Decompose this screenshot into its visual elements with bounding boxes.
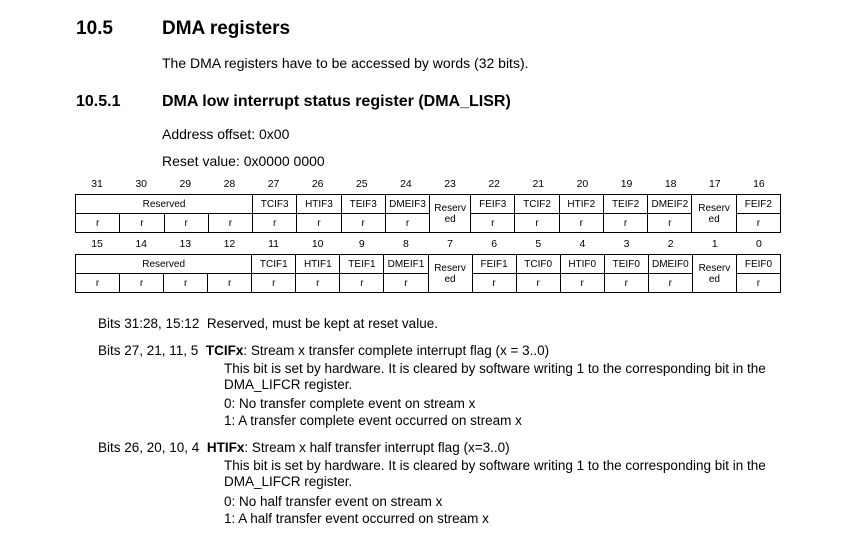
bit-number: 27 xyxy=(267,178,280,190)
access-cell: r xyxy=(471,214,515,233)
field-summary: : Stream x half transfer interrupt flag (x=3..0) xyxy=(244,440,510,455)
lower-bit-numbers xyxy=(75,238,781,252)
bit-number: 2 xyxy=(667,238,674,250)
access-cell: r xyxy=(648,214,692,233)
access-cell: r xyxy=(472,274,516,293)
bit-number: 22 xyxy=(488,178,501,190)
htif-option-0: 0: No half transfer event on stream x xyxy=(224,494,443,509)
section-intro: The DMA registers have to be accessed by words (32 bits). xyxy=(162,55,529,71)
bit-number: 12 xyxy=(223,238,236,250)
access-cell: r xyxy=(515,214,559,233)
field-cell: DMEIF1 xyxy=(384,255,428,274)
tcif-description-body: This bit is set by hardware. It is cleared by software writing 1 to the corresponding bit in the DMA_LIFCR register. xyxy=(224,361,766,392)
field-cell: Reserv ed xyxy=(428,255,472,293)
bit-number: 8 xyxy=(403,238,409,250)
field-summary: : Stream x transfer complete interrupt flag (x = 3..0) xyxy=(243,343,550,358)
access-cell: r xyxy=(340,274,384,293)
description-text: Reserved, must be kept at reset value. xyxy=(206,316,438,331)
register-upper-table xyxy=(75,194,781,233)
access-cell: r xyxy=(516,274,560,293)
register-lower-table xyxy=(75,254,781,293)
reset-value: Reset value: 0x0000 0000 xyxy=(162,153,325,169)
section-title: DMA registers xyxy=(162,18,291,39)
access-cell: r xyxy=(208,274,252,293)
field-cell: TCIF1 xyxy=(252,255,296,274)
access-cell: r xyxy=(76,214,120,233)
bit-number: 19 xyxy=(620,178,633,190)
bit-number: 15 xyxy=(91,238,103,250)
access-cell: r xyxy=(164,214,208,233)
field-cell: TEIF3 xyxy=(341,195,385,214)
field-cell: HTIF0 xyxy=(560,255,604,274)
field-cell: FEIF3 xyxy=(471,195,515,214)
bit-number: 28 xyxy=(223,178,236,190)
bit-number: 4 xyxy=(579,238,586,250)
bit-number: 0 xyxy=(756,238,762,250)
bit-number: 3 xyxy=(623,238,630,250)
upper-bit-numbers xyxy=(75,178,781,192)
bit-number: 26 xyxy=(311,178,324,190)
access-cell: r xyxy=(252,274,296,293)
htif-description-header xyxy=(98,440,510,455)
bit-number: 18 xyxy=(664,178,677,190)
field-cell: DMEIF2 xyxy=(648,195,692,214)
access-cell: r xyxy=(736,274,780,293)
access-cell: r xyxy=(559,214,603,233)
field-cell: Reserved xyxy=(76,255,252,274)
access-cell: r xyxy=(341,214,385,233)
bit-number: 17 xyxy=(708,178,721,190)
access-cell: r xyxy=(296,274,340,293)
section-number: 10.5 xyxy=(76,18,113,39)
access-cell: r xyxy=(560,274,604,293)
field-cell: HTIF1 xyxy=(296,255,340,274)
bit-number: 11 xyxy=(268,238,280,250)
bits-label: Bits 31:28, 15:12 xyxy=(98,316,200,331)
htif-option-1: 1: A half transfer event occurred on stream x xyxy=(224,511,489,526)
field-cell: TCIF0 xyxy=(516,255,560,274)
access-cell: r xyxy=(164,274,208,293)
access-cell: r xyxy=(120,214,164,233)
tcif-option-0: 0: No transfer complete event on stream x xyxy=(224,396,476,411)
address-offset: Address offset: 0x00 xyxy=(162,126,290,142)
field-cell: Reserv ed xyxy=(692,255,736,293)
field-cell: Reserved xyxy=(76,195,253,214)
bits-label: Bits 26, 20, 10, 4 xyxy=(98,440,200,455)
field-cell: DMEIF0 xyxy=(648,255,692,274)
field-cell: Reserv ed xyxy=(692,195,736,233)
field-cell: TEIF2 xyxy=(603,195,647,214)
bit-number: 13 xyxy=(179,238,192,250)
access-cell: r xyxy=(208,214,252,233)
field-cell: TCIF3 xyxy=(253,195,297,214)
field-cell: FEIF2 xyxy=(736,195,780,214)
tcif-option-1: 1: A transfer complete event occurred on stream x xyxy=(224,413,522,428)
field-cell: TEIF1 xyxy=(340,255,384,274)
bit-number: 1 xyxy=(711,238,718,250)
bit-number: 25 xyxy=(355,178,368,190)
field-cell: TEIF0 xyxy=(604,255,648,274)
access-cell: r xyxy=(76,274,120,293)
field-cell: Reserv ed xyxy=(430,195,471,233)
bit-number: 7 xyxy=(447,238,453,250)
bit-number: 31 xyxy=(91,178,103,190)
subsection-title: DMA low interrupt status register (DMA_LISR) xyxy=(162,93,511,110)
tcif-description-header xyxy=(98,343,549,358)
access-cell: r xyxy=(648,274,692,293)
htif-description-body: This bit is set by hardware. It is cleared by software writing 1 to the corresponding bit in the DMA_LIFCR register. xyxy=(224,458,766,489)
field-cell: FEIF0 xyxy=(736,255,780,274)
field-cell: TCIF2 xyxy=(515,195,559,214)
access-cell: r xyxy=(120,274,164,293)
field-cell: HTIF2 xyxy=(559,195,603,214)
bit-number: 6 xyxy=(491,238,498,250)
field-name: TCIFx xyxy=(205,343,244,358)
bit-number: 23 xyxy=(444,178,456,190)
field-name: HTIFx xyxy=(206,440,245,455)
subsection-number: 10.5.1 xyxy=(76,93,121,110)
access-cell: r xyxy=(603,214,647,233)
bit-number: 16 xyxy=(753,178,765,190)
bit-number: 30 xyxy=(135,178,148,190)
access-cell: r xyxy=(297,214,341,233)
access-cell: r xyxy=(253,214,297,233)
field-cell: FEIF1 xyxy=(472,255,516,274)
bit-number: 14 xyxy=(135,238,148,250)
field-cell: DMEIF3 xyxy=(385,195,429,214)
bit-number: 5 xyxy=(535,238,542,250)
access-cell: r xyxy=(385,214,429,233)
bit-number: 20 xyxy=(576,178,589,190)
bit-number: 24 xyxy=(400,178,412,190)
access-cell: r xyxy=(736,214,780,233)
access-cell: r xyxy=(384,274,428,293)
bit-number: 29 xyxy=(179,178,192,190)
bit-number: 10 xyxy=(311,238,324,250)
access-cell: r xyxy=(604,274,648,293)
bit-number: 21 xyxy=(532,178,545,190)
field-cell: HTIF3 xyxy=(297,195,341,214)
bit-number: 9 xyxy=(358,238,365,250)
reserved-description xyxy=(98,316,438,331)
bits-label: Bits 27, 21, 11, 5 xyxy=(98,343,199,358)
